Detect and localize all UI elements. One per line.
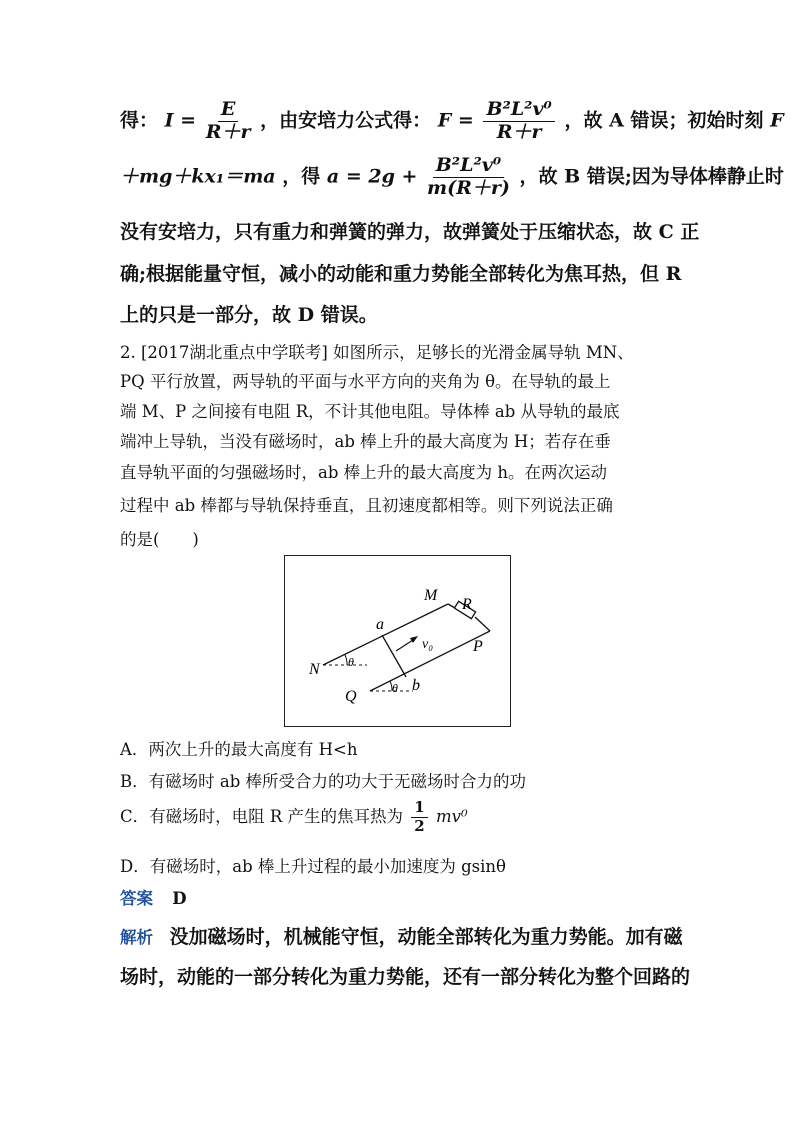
resistor-lead-bottom <box>475 617 490 631</box>
label-p: P <box>473 638 483 655</box>
fraction-denominator: 2 <box>414 816 425 835</box>
label-theta-q: θ <box>392 681 398 695</box>
formula-accel-lhs: a = 2g + <box>326 165 418 188</box>
solution-line-2 <box>120 156 784 199</box>
rail-diagram-svg <box>285 556 510 726</box>
fraction-numerator: E <box>218 100 238 122</box>
analysis-line-1 <box>120 922 683 949</box>
text-segment: ，故 A 错误；初始时刻 <box>564 109 764 132</box>
option-c-text: C．有磁场时，电阻 R 产生的焦耳热为 <box>120 806 404 826</box>
label-q: Q <box>345 688 357 705</box>
answer-label: 答案 <box>120 889 153 908</box>
fraction-numerator: B²L²v⁰ <box>433 156 504 178</box>
option-c-formula: mv⁰ <box>435 806 468 826</box>
fraction-half <box>411 800 427 835</box>
text-segment: F <box>770 109 784 132</box>
resistor-lead-top <box>448 604 455 608</box>
question-line-1: 2. [2017湖北重点中学联考] 如图所示，足够长的光滑金属导轨 MN、 <box>120 343 634 362</box>
question-line-3: 端 M、P 之间接有电阻 R，不计其他电阻。导体棒 ab 从导轨的最底 <box>120 402 620 421</box>
question-line-6: 过程中 ab 棒都与导轨保持垂直，且初速度都相等。则下列说法正确 <box>120 496 613 515</box>
fraction-current <box>206 100 251 143</box>
solution-line-4: 确;根据能量守恒，减小的动能和重力势能全部转化为焦耳热，但 R <box>120 263 682 285</box>
text-segment: ，故 B 错误;因为导体棒静止时 <box>519 165 784 188</box>
text-segment: 得： <box>120 109 159 132</box>
option-c <box>120 800 468 835</box>
solution-line-1 <box>120 100 784 143</box>
text-segment: ，得 <box>282 165 321 188</box>
fraction-denominator: R＋r <box>496 120 542 143</box>
label-m: M <box>424 587 438 604</box>
fraction-denominator: R＋r <box>205 120 251 143</box>
analysis-line-2: 场时，动能的一部分转化为重力势能，还有一部分转化为整个回路的 <box>120 966 691 988</box>
option-a: A．两次上升的最大高度有 H<h <box>120 740 358 759</box>
rod-ab <box>382 635 406 677</box>
formula-force-lhs: F = <box>437 109 474 132</box>
rail-diagram <box>284 555 511 727</box>
question-line-4: 端冲上导轨，当没有磁场时，ab 棒上升的最大高度为 H；若存在垂 <box>120 432 611 451</box>
label-a: a <box>376 616 384 633</box>
option-b: B．有磁场时 ab 棒所受合力的功大于无磁场时合力的功 <box>120 772 527 791</box>
analysis-label: 解析 <box>120 928 153 947</box>
question-line-7: 的是( ) <box>120 530 199 549</box>
rail-mn <box>323 604 448 665</box>
velocity-arrowhead <box>410 636 418 643</box>
fraction-denominator: m(R＋r) <box>427 176 510 199</box>
question-line-2: PQ 平行放置，两导轨的平面与水平方向的夹角为 θ。在导轨的最上 <box>120 372 611 391</box>
label-theta-n: θ <box>348 655 354 669</box>
answer-value: D <box>172 889 187 908</box>
answer-line <box>120 885 187 909</box>
solution-line-3: 没有安培力，只有重力和弹簧的弹力，故弹簧处于压缩状态，故 C 正 <box>120 221 700 243</box>
option-d: D．有磁场时，ab 棒上升过程的最小加速度为 gsinθ <box>120 857 506 876</box>
label-b: b <box>412 677 420 694</box>
question-line-5: 直导轨平面的匀强磁场时，ab 棒上升的最大高度为 h。在两次运动 <box>120 463 608 482</box>
fraction-accel <box>427 156 510 199</box>
label-r: R <box>462 596 472 613</box>
text-segment: ，由安培力公式得： <box>260 109 432 132</box>
label-n: N <box>309 661 320 678</box>
formula-current-lhs: I = <box>164 109 197 132</box>
formula-equation: ＋mg＋kx₁＝ma <box>120 165 276 188</box>
label-v0: v₀ <box>422 637 434 652</box>
fraction-force <box>483 100 554 143</box>
angle-arc-n <box>345 655 347 665</box>
fraction-numerator: 1 <box>411 800 427 818</box>
fraction-numerator: B²L²v⁰ <box>483 100 554 122</box>
analysis-text: 没加磁场时，机械能守恒，动能全部转化为重力势能。加有磁 <box>169 926 683 948</box>
solution-line-5: 上的只是一部分，故 D 错误。 <box>120 304 378 326</box>
